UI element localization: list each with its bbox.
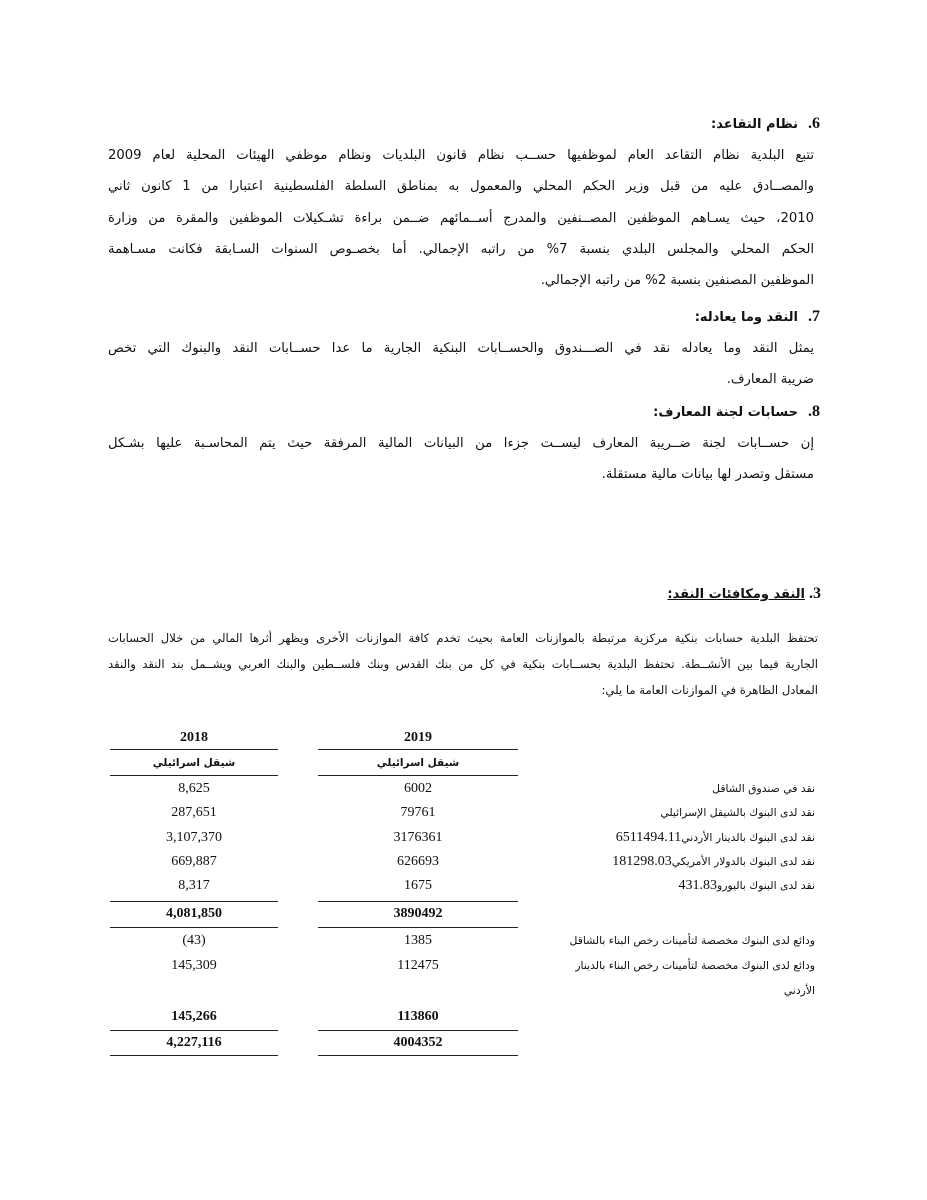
row-label-cash-on-hand [712,778,815,800]
note-6-number: 6. [808,115,820,132]
note-6-line: 2010، حيث يسـاهم الموظفين المصــنفين والمدرج أســمائهم ضــمن براءة تشـكيلات الموظفين والمقرة من وزارة [108,210,814,226]
cell-2019-deposit-1: 1385 [404,933,432,948]
note-6-line: الحكم المحلي والمجلس البلدي بنسبة 7% من راتبه الإجمالي. أما بخصـوص السنوات السـابقة فكانت مسـاهمة [108,241,814,257]
cell-2019-row-2: 79761 [400,805,436,820]
row-label-amount: 431.83 [678,878,718,893]
note-8-line: مستقل وتصدر لها بيانات مالية مستقلة. [601,467,814,483]
cell-2019-subtotal-1: 3890492 [393,906,443,921]
subtotal-rule [318,901,518,902]
row-label-banks-ils [660,802,815,824]
row-label-amount: 181298.03 [612,854,672,869]
header-rule [318,749,518,750]
column-2018 [110,0,278,1200]
cell-2018-row-2: 287,651 [171,805,217,820]
column-2018-year: 2018 [180,730,208,745]
cell-2019-subtotal-2: 113860 [397,1009,439,1024]
cell-2018-row-4: 669,887 [171,854,217,869]
row-label-text: نقد في صندوق الشاقل [712,782,815,795]
row-label-text: الأردني [783,984,815,997]
cell-2018-subtotal-2: 145,266 [171,1009,217,1024]
cell-2019-row-1: 6002 [404,781,432,796]
row-label-banks-usd [612,851,815,873]
cell-2019-row-4: 626693 [397,854,439,869]
currency-rule [318,775,518,776]
column-2019 [318,0,518,1200]
row-label-text: نقد لدى البنوك بالدولار الأمريكي [671,855,815,868]
cell-2018-row-1: 8,625 [178,781,210,796]
row-label-text: نقد لدى البنوك باليورو [717,879,815,892]
column-2019-currency: شيقل اسرائيلي [376,757,460,769]
row-label-text: نقد لدى البنوك بالدينار الأردني [681,831,815,844]
section-3-line: الجارية فيما بين الأنشــطة. تحتفظ البلدية بحســابات بنكية في كل من بنك القدس وبنك فلســطين والبنك العربي ويشــمل بند النقد والنقد [108,657,818,671]
section-3-line: تحتفظ البلدية حسابات بنكية مركزية مرتبطة بالموازنات العامة بحيث تخدم كافة الموازنات الأخرى ويظهر أثرها المالي من خلال الحسابات [108,631,818,645]
note-7-number: 7. [808,308,820,325]
cell-2019-row-3: 3176361 [393,830,443,845]
note-7-line: يمثل النقد وما يعادله نقد في الصـــندوق والحســابات البنكية الجارية ما عدا حســابات النقد والبنوك التي تخص [108,341,814,356]
subtotal-rule [110,901,278,902]
note-8-title: حسابات لجنة المعارف: [653,405,798,420]
section-3-line: المعادل الظاهرة في الموازنات العامة ما يلي: [601,683,818,697]
cell-2019-row-5: 1675 [404,878,432,893]
total-rule [318,1055,518,1056]
cell-2019-deposit-2: 112475 [397,958,439,973]
column-2019-year: 2019 [404,730,432,745]
subtotal-2-rule [318,1030,518,1031]
note-7-title: النقد وما يعادله: [694,310,798,325]
note-6-title: نظام التقاعد: [711,117,798,132]
cell-2018-row-5: 8,317 [178,878,210,893]
header-rule [110,749,278,750]
cell-2018-deposit-2: 145,309 [171,958,217,973]
row-label-text: نقد لدى البنوك بالشيقل الإسرائيلي [660,806,815,819]
row-label-text: ودائع لدى البنوك مخصصة لتأمينات رخص البناء بالدينار [575,959,815,972]
row-labels [515,0,815,1200]
cell-2018-deposit-1: (43) [182,933,206,948]
subtotal-bottom-rule [110,927,278,928]
subtotal-bottom-rule [318,927,518,928]
row-label-text: ودائع لدى البنوك مخصصة لتأمينات رخص البناء بالشاقل [569,934,815,947]
note-7-line: ضريبة المعارف. [726,372,814,388]
subtotal-2-rule [110,1030,278,1031]
note-6-line: تتبع البلدية نظام التقاعد العام لموظفيها حســب نظام قانون البلديات ونظام موظفي الهيئات المحلية لعام 2009 [108,148,814,163]
row-label-deposits-jod-cont [784,980,815,1002]
currency-rule [110,775,278,776]
cell-2019-total: 4004352 [393,1035,443,1050]
row-label-banks-jod [616,827,815,849]
cell-2018-total: 4,227,116 [166,1035,222,1050]
cell-2018-row-3: 3,107,370 [166,830,222,845]
row-label-deposits-jod [575,955,815,977]
column-2018-currency: شيقل اسرائيلي [152,757,236,769]
note-6-line: والمصــادق عليه من قبل وزير الحكم المحلي والمعمول به بمناطق السلطة الفلسطينية اعتبارا من 1 كانون ثاني [108,179,814,195]
note-6-line: الموظفين المصنفين بنسبة 2% من راتبه الإجمالي. [540,273,814,289]
section-3-title: النقد ومكافئات النقد: [667,587,805,602]
section-3-number: 3. [809,585,821,602]
row-label-amount: 6511494.11 [615,830,682,845]
total-rule [110,1055,278,1056]
note-8-number: 8. [808,403,820,420]
cell-2018-subtotal-1: 4,081,850 [166,906,222,921]
row-label-banks-eur [679,875,815,897]
row-label-deposits-ils [570,930,815,952]
note-8-line: إن حســابات لجنة ضــريبة المعارف ليســت جزءا من البيانات المالية المرفقة حيث يتم المحاسـبة عليها بشـكل [108,436,814,451]
